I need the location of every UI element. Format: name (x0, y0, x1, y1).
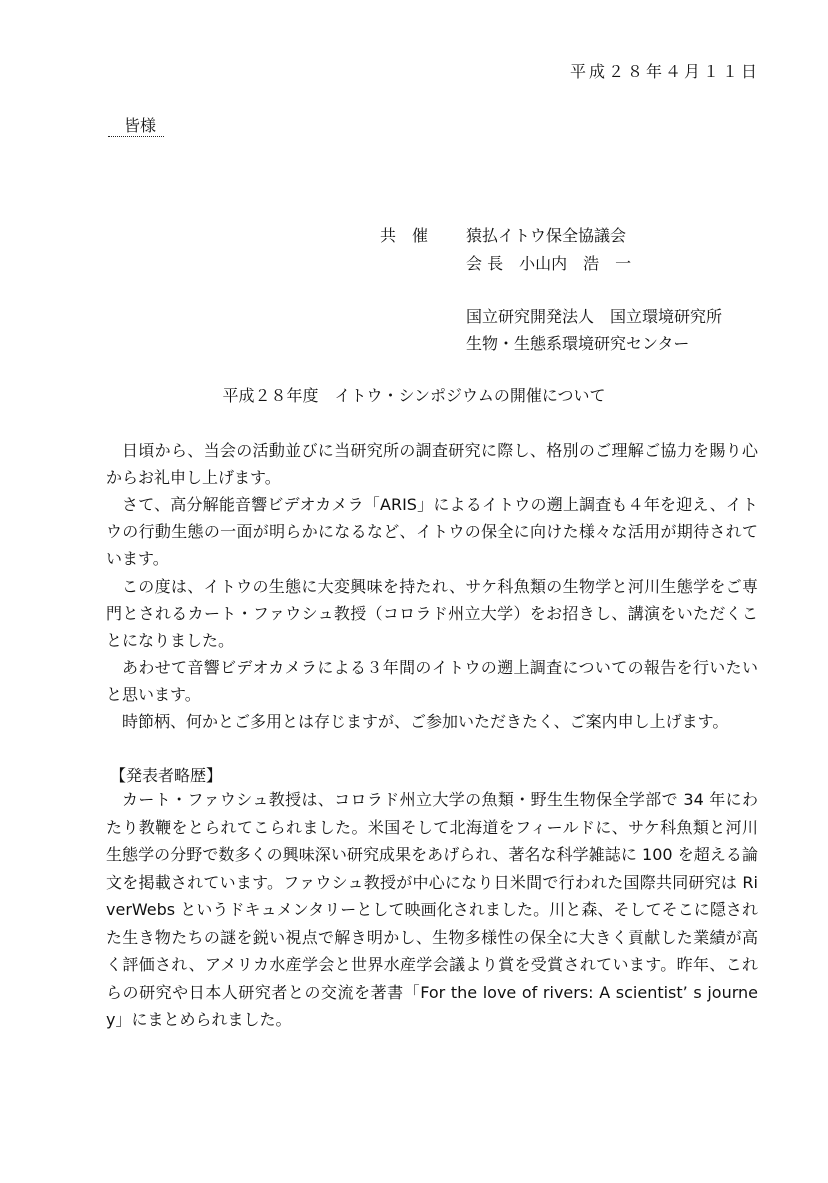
addressee: 皆様 (108, 116, 164, 137)
organizer-2-center: 生物・生態系環境研究センター (466, 334, 690, 353)
cohost-label: 共 催 (380, 226, 429, 245)
letter-subject: 平成２８年度 イトウ・シンポジウムの開催について (222, 386, 606, 405)
letter-date: 平成２８年４月１１日 (569, 62, 760, 81)
body-paragraph-1: 日頃から、当会の活動並びに当研究所の調査研究に際し、格別のご理解ご協力を賜り心からお礼申し上げます。 (106, 441, 758, 487)
organizer-2-name: 国立研究開発法人 国立環境研究所 (466, 307, 723, 326)
profile-heading: 【発表者略歴】 (110, 766, 223, 785)
organizer-1-name: 猿払イトウ保全協議会 (466, 226, 627, 245)
organizer-1-representative: 会 長 小山内 浩 一 (466, 254, 632, 273)
body-paragraph-4: あわせて音響ビデオカメラによる３年間のイトウの遡上調査についての報告を行いたいと思います。 (106, 658, 758, 704)
body-paragraph-5: 時節柄、何かとご多用とは存じますが、ご参加いただきたく、ご案内申し上げます。 (122, 712, 729, 731)
body-paragraph-2: さて、高分解能音響ビデオカメラ「ARIS」によるイトウの遡上調査も４年を迎え、イトウの行動生態の一面が明らかになるなど、イトウの保全に向けた様々な活用が期待されています。 (106, 495, 758, 568)
profile-text: カート・ファウシュ教授は、コロラド州立大学の魚類・野生生物保全学部で 34 年にわたり教鞭をとられてこられました。米国そして北海道をフィールドに、サケ科魚類と河川生態学の分野で数多くの興味深い研究成果をあげられ、著名な科学雑誌に 100 を超える論文を掲載されています。ファウシュ教授が中心になり日米間で行われた国際共同研究は RiverWebs というドキュメンタリーとして映画化されました。川と森、そしてそこに隠された生き物たちの謎を鋭い視点で解き明かし、生物多様性の保全に大きく貢献した業績が高く評価され、アメリカ水産学会と世界水産学会議より賞を受賞されています。昨年、これらの研究や日本人研究者との交流を著書「For the love of rivers: A scientist’ s journey」にまとめられました。 (106, 790, 758, 1029)
body-paragraph-3: この度は、イトウの生態に大変興味を持たれ、サケ科魚類の生物学と河川生態学をご専門とされるカート・ファウシュ教授（コロラド州立大学）をお招きし、講演をいただくことになりました。 (106, 577, 758, 650)
